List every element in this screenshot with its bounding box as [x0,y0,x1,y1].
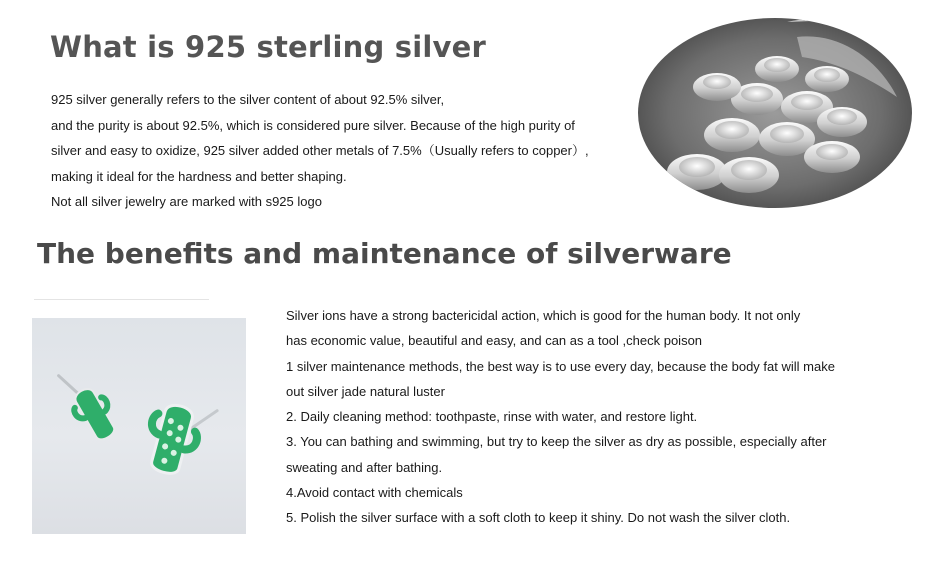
maintenance-line: has economic value, beautiful and easy, and can as a tool ,check poison [286,333,703,349]
maintenance-line: 5. Polish the silver surface with a soft cloth to keep it shiny. Do not wash the silver cloth. [286,510,791,526]
divider [34,299,209,300]
intro-line: silver and easy to oxidize, 925 silver added other metals of 7.5%（Usually refers to copper）, [51,143,589,158]
intro-line: and the purity is about 92.5%, which is considered pure silver. Because of the high purity of [51,117,575,133]
section-title-925-silver: What is 925 sterling silver [50,30,486,64]
intro-paragraph [51,87,641,215]
section-title-benefits: The benefits and maintenance of silverware [37,237,732,270]
intro-line: 925 silver generally refers to the silver content of about 92.5% silver, [51,92,445,107]
maintenance-line: out silver jade natural luster [286,383,445,399]
cactus-earrings-photo [32,318,246,534]
maintenance-line: sweating and after bathing. [286,459,443,475]
maintenance-line: 2. Daily cleaning method: toothpaste, rinse with water, and restore light. [286,409,698,425]
maintenance-line: Silver ions have a strong bactericidal action, which is good for the human body. It not only [286,308,801,323]
maintenance-line: 3. You can bathing and swimming, but try to keep the silver as dry as possible, especially after [286,434,827,450]
intro-line: making it ideal for the hardness and better shaping. [51,168,347,184]
cactus-earrings-icon [32,318,246,534]
maintenance-line: 4.Avoid contact with chemicals [286,485,463,501]
maintenance-line: 1 silver maintenance methods, the best way is to use every day, because the body fat will make [286,358,835,374]
maintenance-text [286,303,906,531]
intro-line: Not all silver jewelry are marked with s925 logo [51,194,322,209]
silver-ingots-image [637,17,913,209]
